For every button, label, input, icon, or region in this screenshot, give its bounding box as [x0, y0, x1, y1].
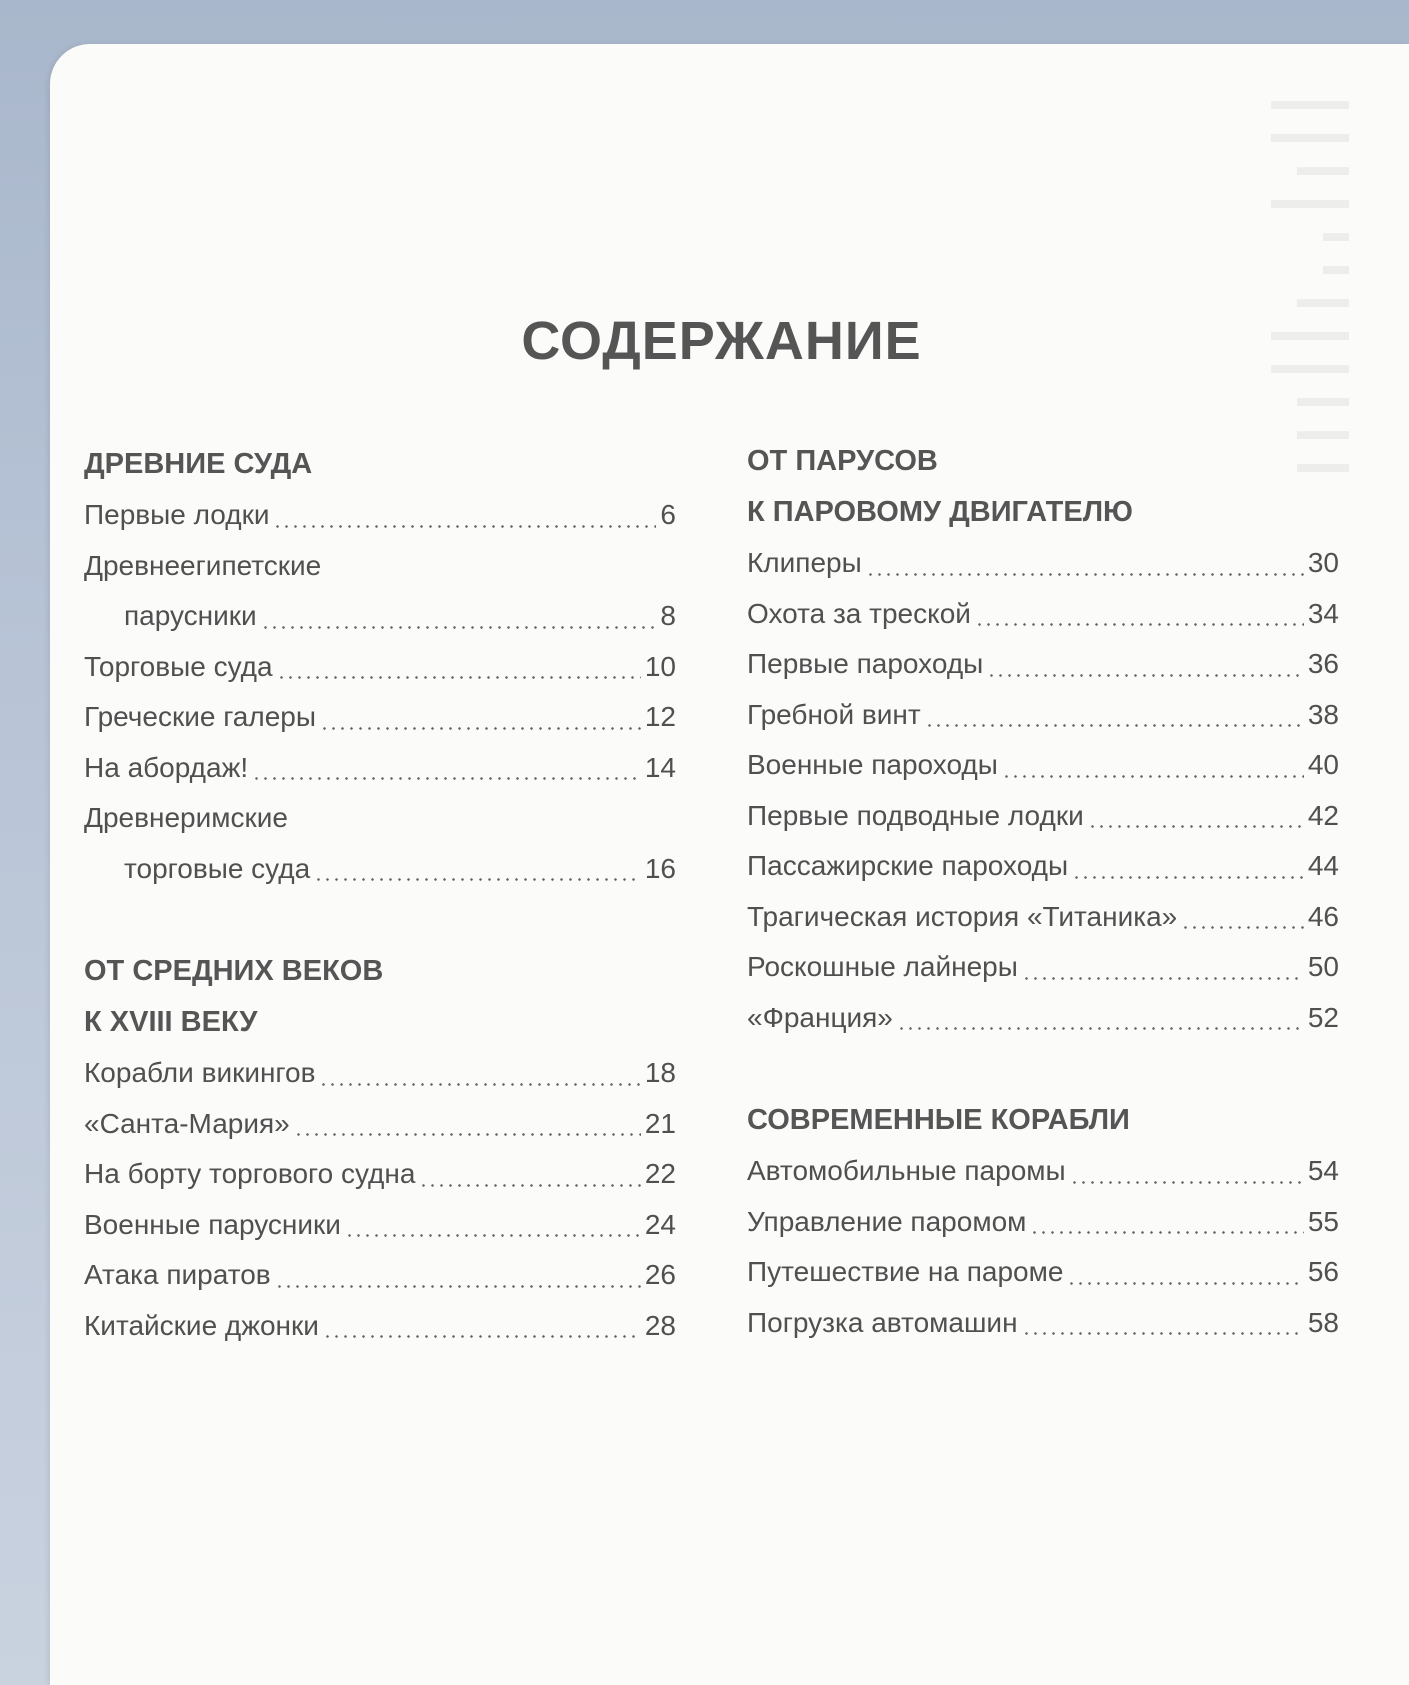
toc-entry[interactable] [84, 692, 676, 743]
entry-title: «Франция» [747, 1001, 893, 1033]
entry-title: Первые подводные лодки [747, 799, 1084, 831]
entry-title: Погрузка автомашин [747, 1306, 1018, 1338]
section-heading: ОТ ПАРУСОВ [747, 445, 938, 477]
toc-entry[interactable] [84, 844, 676, 895]
entry-title: Трагическая история «Титаника» [747, 900, 1178, 932]
entry-page: 34 [1307, 597, 1339, 629]
entry-title-line1: Древнеегипетские [84, 549, 322, 581]
dot-leader [419, 1184, 640, 1187]
dot-leader [1088, 825, 1304, 828]
entry-title: парусники [124, 600, 257, 631]
toc-entry[interactable] [747, 589, 1339, 640]
dot-leader [320, 727, 641, 730]
dot-leader [275, 1285, 641, 1288]
dot-leader [252, 777, 641, 780]
entry-title: Пассажирские пароходы [747, 850, 1069, 881]
page-title: СОДЕРЖАНИЕ [521, 311, 922, 371]
entry-page: 18 [644, 1057, 676, 1088]
toc-entry[interactable] [747, 892, 1339, 943]
toc-right-column [747, 436, 1339, 1348]
dot-leader [277, 676, 641, 679]
toc-entry[interactable] [747, 538, 1339, 589]
entry-title: «Санта-Мария» [84, 1107, 290, 1139]
dot-leader [323, 1335, 641, 1338]
toc-entry[interactable] [84, 1048, 676, 1099]
dot-leader [975, 623, 1304, 626]
entry-title: Военные пароходы [747, 749, 998, 780]
entry-page: 54 [1307, 1155, 1339, 1186]
dot-leader [261, 626, 657, 629]
dot-leader [1067, 1282, 1303, 1285]
dot-leader [314, 878, 641, 881]
entry-page: 14 [644, 751, 676, 783]
dot-leader [273, 525, 656, 528]
entry-page: 55 [1307, 1205, 1339, 1237]
dot-leader [925, 724, 1304, 727]
entry-page: 36 [1307, 648, 1339, 679]
entry-page: 26 [644, 1259, 676, 1290]
toc-entry[interactable] [747, 1247, 1339, 1298]
entry-page: 46 [1307, 900, 1339, 932]
entry-page: 42 [1307, 799, 1339, 831]
toc-entry[interactable] [747, 740, 1339, 791]
section-gap [747, 1043, 1339, 1095]
dot-leader [866, 573, 1304, 576]
toc-entry[interactable] [84, 1250, 676, 1301]
entry-page: 52 [1307, 1001, 1339, 1033]
dot-leader [1181, 926, 1304, 929]
dot-leader [1022, 977, 1304, 980]
entry-page: 40 [1307, 749, 1339, 780]
toc-entry[interactable] [84, 1301, 676, 1352]
toc-entry[interactable] [84, 743, 676, 794]
entry-title: На абордаж! [84, 751, 249, 783]
entry-title: Охота за треской [747, 597, 971, 629]
toc-entry[interactable] [747, 690, 1339, 741]
toc-entry[interactable] [747, 942, 1339, 993]
dot-leader [294, 1133, 641, 1136]
toc-entry[interactable] [84, 1149, 676, 1200]
entry-page: 16 [644, 852, 676, 884]
section-heading: ДРЕВНИЕ СУДА [84, 448, 313, 480]
section-heading: К XVIII ВЕКУ [84, 1006, 258, 1038]
entry-title: Автомобильные паромы [747, 1155, 1066, 1186]
toc-entry[interactable] [84, 642, 676, 693]
entry-page: 22 [644, 1158, 676, 1189]
toc-entry[interactable] [84, 490, 676, 541]
entry-title: Гребной винт [747, 698, 921, 730]
entry-page: 8 [660, 600, 676, 631]
toc-entry[interactable] [747, 1197, 1339, 1248]
toc-entry[interactable] [84, 591, 676, 642]
bleed-through-text: ▬▬▬ ▬▬▬ ▬▬ ▬▬▬ ▬ ▬ ▬▬ ▬▬▬ ▬▬▬ ▬▬ ▬▬ ▬▬ [1271, 85, 1349, 478]
entry-title: На борту торгового судна [84, 1158, 416, 1189]
toc-entry[interactable] [747, 993, 1339, 1044]
entry-title: Греческие галеры [84, 701, 316, 732]
section-heading: К ПАРОВОМУ ДВИГАТЕЛЮ [747, 496, 1133, 528]
entry-page: 58 [1307, 1306, 1339, 1338]
entry-title: Военные парусники [84, 1208, 341, 1240]
dot-leader [1072, 876, 1304, 879]
section-heading: ОТ СРЕДНИХ ВЕКОВ [84, 955, 384, 987]
entry-title: торговые суда [124, 852, 311, 884]
toc-entry[interactable] [84, 1200, 676, 1251]
entry-page: 21 [644, 1107, 676, 1139]
dot-leader [1022, 1332, 1304, 1335]
entry-title: Торговые суда [84, 650, 273, 682]
dot-leader [1002, 775, 1304, 778]
entry-page: 24 [644, 1208, 676, 1240]
entry-title: Атака пиратов [84, 1259, 271, 1290]
entry-title: Китайские джонки [84, 1309, 319, 1341]
entry-title-line1: Древнеримские [84, 802, 288, 833]
entry-page: 50 [1307, 951, 1339, 982]
entry-title: Клиперы [747, 547, 862, 578]
toc-entry[interactable] [747, 1146, 1339, 1197]
entry-page: 56 [1307, 1256, 1339, 1287]
toc-entry[interactable] [747, 639, 1339, 690]
toc-entry[interactable] [84, 1099, 676, 1150]
entry-title: Корабли викингов [84, 1057, 316, 1088]
entry-page: 6 [660, 499, 676, 530]
entry-title: Путешествие на пароме [747, 1256, 1064, 1287]
entry-page: 28 [644, 1309, 676, 1341]
entry-title: Управление паромом [747, 1205, 1027, 1237]
entry-page: 38 [1307, 698, 1339, 730]
dot-leader [1070, 1181, 1304, 1184]
section-gap [84, 894, 676, 946]
toc-entry[interactable] [747, 791, 1339, 842]
entry-page: 12 [644, 701, 676, 732]
entry-title: Роскошные лайнеры [747, 951, 1018, 982]
toc-entry[interactable] [747, 841, 1339, 892]
dot-leader [1030, 1231, 1303, 1234]
dot-leader [987, 674, 1304, 677]
entry-page: 10 [644, 650, 676, 682]
entry-page: 30 [1307, 547, 1339, 578]
entry-title: Первые лодки [84, 499, 270, 530]
toc-left-column [84, 439, 676, 1351]
entry-title: Первые пароходы [747, 648, 984, 679]
dot-leader [897, 1027, 1304, 1030]
toc-entry[interactable] [747, 1298, 1339, 1349]
section-heading: СОВРЕМЕННЫЕ КОРАБЛИ [747, 1104, 1130, 1136]
book-page [50, 44, 1409, 1685]
entry-page: 44 [1307, 850, 1339, 881]
dot-leader [319, 1083, 640, 1086]
dot-leader [345, 1234, 641, 1237]
